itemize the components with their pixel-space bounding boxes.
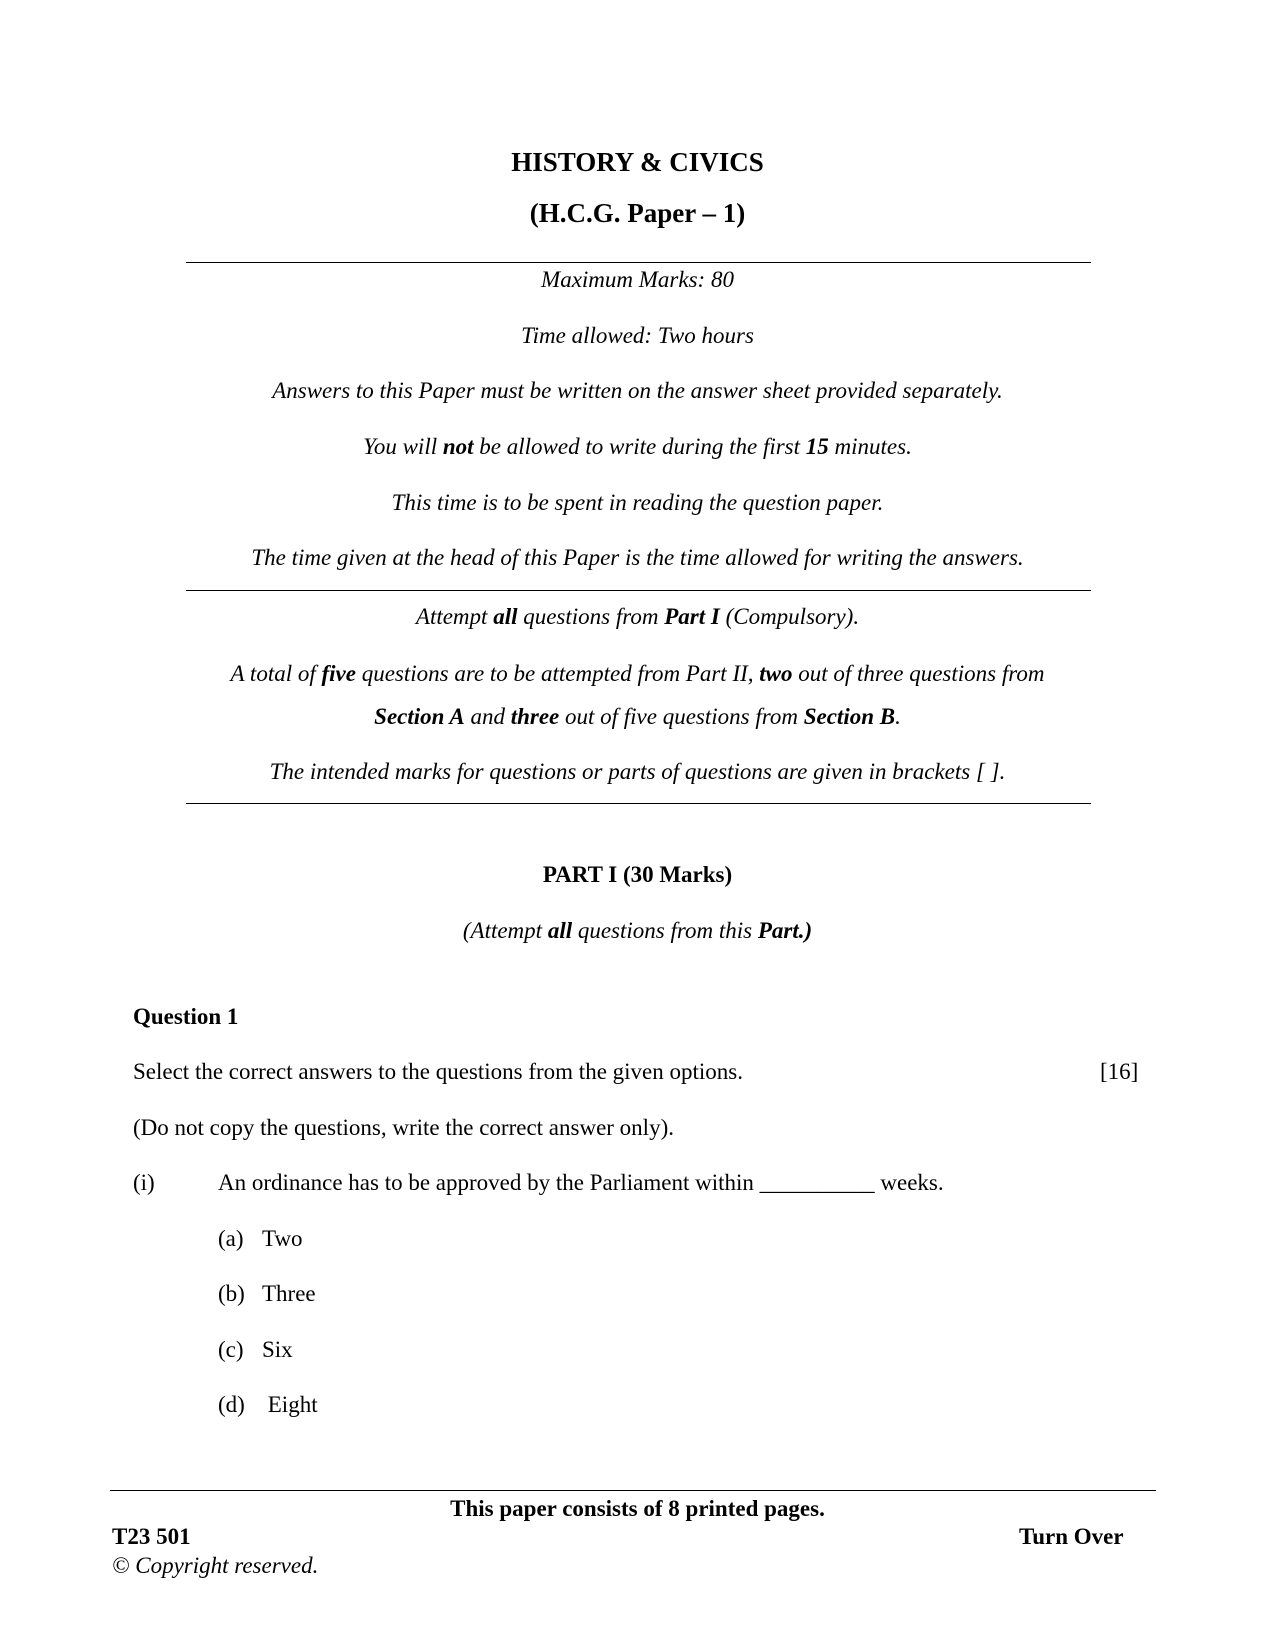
- attempt-2-pre: A total of: [230, 661, 322, 686]
- attempt-2-mid: questions are to be attempted from Part II,: [355, 661, 760, 686]
- reading-time-note: This time is to be spent in reading the question paper.: [391, 490, 884, 515]
- attempt-2-five: five: [321, 661, 356, 686]
- question-1-instruction: Select the correct answers to the questions from the given options.: [133, 1059, 743, 1084]
- divider-bottom: [186, 803, 1091, 804]
- attempt-line-2: [0, 661, 1275, 687]
- no-write-bold-not: not: [442, 434, 474, 459]
- no-write-pre: You will: [363, 434, 443, 459]
- footer-divider: [110, 1490, 1156, 1491]
- option-b: [218, 1281, 316, 1307]
- attempt-2-post: out of three questions from: [792, 661, 1045, 686]
- option-text: Two: [262, 1226, 303, 1251]
- no-write-bold-15: 15: [805, 434, 829, 459]
- question-1-marks: [16]: [1100, 1059, 1139, 1084]
- attempt-2-two: two: [759, 661, 793, 686]
- item-text: An ordinance has to be approved by the Parliament within __________ weeks.: [218, 1170, 944, 1195]
- part1-heading: PART I (30 Marks): [542, 862, 733, 887]
- option-label: (c): [218, 1337, 244, 1362]
- part1-sub-all: all: [547, 918, 573, 943]
- attempt-line-1: [0, 604, 1275, 630]
- paper-subtitle: (H.C.G. Paper – 1): [529, 198, 746, 228]
- pages-note: This paper consists of 8 printed pages.: [450, 1496, 825, 1521]
- attempt-3-post: .: [895, 704, 901, 729]
- copyright-note: © Copyright reserved.: [112, 1553, 319, 1578]
- answer-sheet-note: Answers to this Paper must be written on the answer sheet provided separately.: [272, 378, 1003, 403]
- no-write-post: minutes.: [828, 434, 912, 459]
- option-text: Three: [262, 1281, 316, 1306]
- option-c: [218, 1337, 293, 1363]
- attempt-3-mid2: out of five questions from: [559, 704, 804, 729]
- option-d: [218, 1392, 318, 1418]
- time-allowed: Time allowed: Two hours: [521, 323, 754, 348]
- part1-sub-pre: (Attempt: [462, 918, 548, 943]
- item-number: (i): [133, 1170, 155, 1195]
- attempt-1-post: (Compulsory).: [719, 604, 860, 629]
- option-text: Six: [262, 1337, 293, 1362]
- max-marks: Maximum Marks: 80: [541, 267, 734, 292]
- option-label: (a): [218, 1226, 244, 1251]
- paper-code: T23 501: [112, 1524, 191, 1549]
- divider-top: [186, 262, 1091, 263]
- no-write-note: [0, 434, 1275, 460]
- part1-subheading: [0, 918, 1275, 944]
- attempt-3-section-a: Section A: [374, 704, 465, 729]
- attempt-1-part: Part I: [664, 604, 720, 629]
- attempt-line-3: [0, 704, 1275, 730]
- attempt-1-all: all: [493, 604, 518, 629]
- attempt-3-section-b: Section B: [803, 704, 896, 729]
- turn-over: Turn Over: [1019, 1524, 1124, 1549]
- question-1-note: (Do not copy the questions, write the correct answer only).: [133, 1115, 674, 1140]
- option-label: (b): [218, 1281, 245, 1306]
- divider-middle: [186, 590, 1091, 591]
- part1-sub-part: Part.): [757, 918, 813, 943]
- time-note: The time given at the head of this Paper is the time allowed for writing the answers.: [251, 545, 1024, 570]
- option-a: [218, 1226, 303, 1252]
- attempt-1-mid: questions from: [517, 604, 665, 629]
- part1-sub-mid: questions from this: [572, 918, 758, 943]
- attempt-1-pre: Attempt: [415, 604, 494, 629]
- paper-title: HISTORY & CIVICS: [511, 147, 764, 177]
- option-label: (d): [218, 1392, 245, 1417]
- attempt-3-three: three: [510, 704, 560, 729]
- option-text: Eight: [262, 1392, 318, 1417]
- marks-note: The intended marks for questions or parts of questions are given in brackets [ ].: [269, 759, 1006, 784]
- question-1-heading: Question 1: [133, 1004, 239, 1029]
- no-write-mid: be allowed to write during the first: [473, 434, 806, 459]
- attempt-3-mid1: and: [464, 704, 511, 729]
